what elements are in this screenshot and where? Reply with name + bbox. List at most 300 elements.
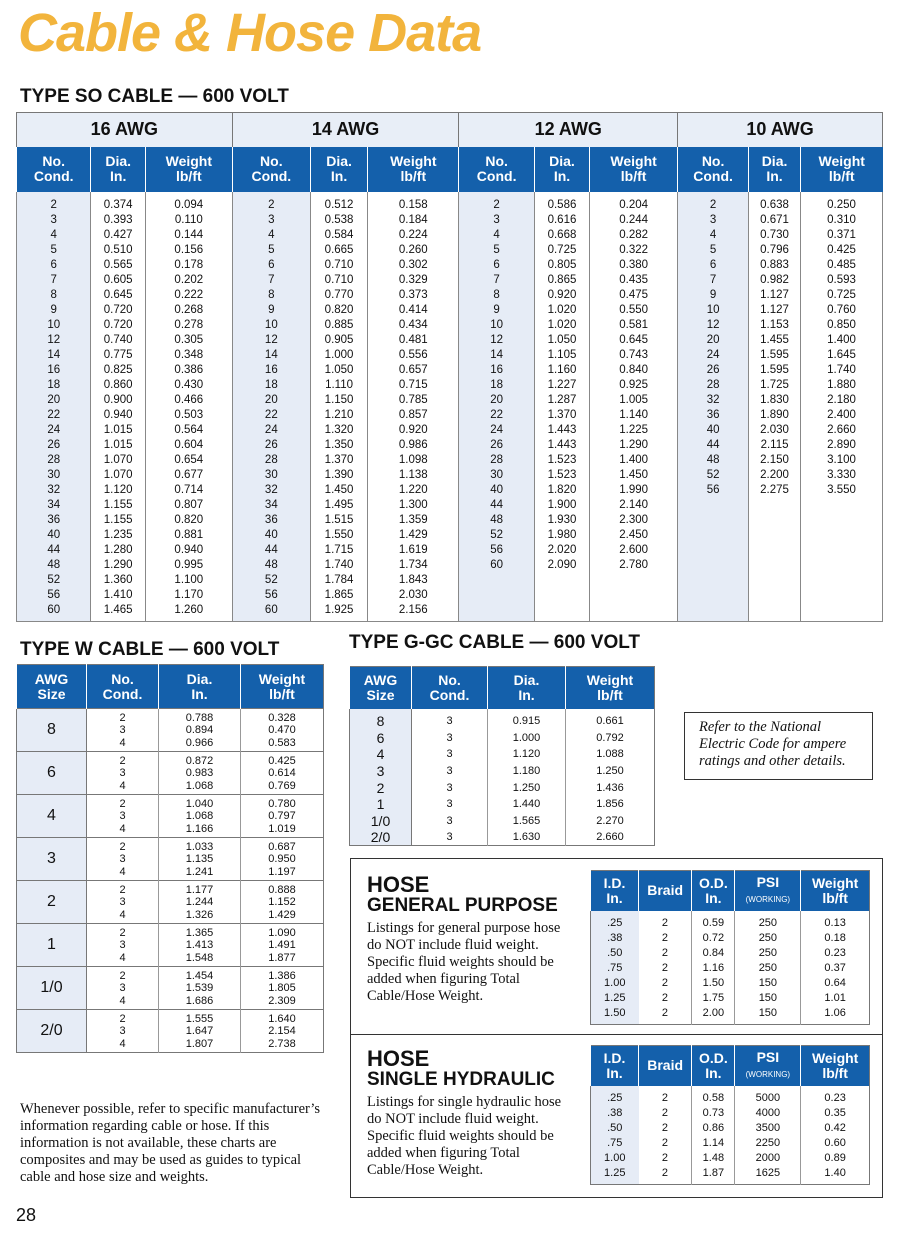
dia-cell: 0.393: [91, 213, 146, 228]
weight-cell: 1.260: [145, 603, 232, 622]
weight-cell: 1.429: [368, 528, 459, 543]
dia-cell: 0.860: [91, 378, 146, 393]
awg-size-cell: 3: [350, 763, 412, 780]
weight-cell: 0.657: [368, 363, 459, 378]
cond-cell: 28: [232, 453, 310, 468]
dia-cell: 1.495: [310, 498, 367, 513]
dia-cell: 0.427: [91, 228, 146, 243]
dia-cell: 0.725: [534, 243, 589, 258]
dia-cell: 1.150: [310, 393, 367, 408]
dia-cell: 1.210: [310, 408, 367, 423]
weight-cell: 0.593: [801, 273, 883, 288]
braid-cell: 2: [661, 1136, 668, 1149]
cond-cell: 3: [446, 798, 453, 811]
dia-cell: 1.180: [488, 763, 566, 780]
col-cond-header: No. Cond.: [459, 147, 534, 192]
weight-header: Weight lb/ft: [801, 871, 870, 911]
psi-cell: 1625: [735, 1166, 801, 1185]
cond-cell: 44: [459, 498, 534, 513]
od-cell: 1.87: [692, 1166, 735, 1185]
dia-cell: 2.275: [749, 483, 801, 498]
dia-cell: 0.885: [310, 318, 367, 333]
dia-cell: 0.538: [310, 213, 367, 228]
cond-cell: 5: [459, 243, 534, 258]
weight-cell: 0.373: [368, 288, 459, 303]
dia-cell: 1.900: [534, 498, 589, 513]
cond-cell: [678, 558, 749, 573]
psi-cell: 250: [735, 911, 801, 931]
od-cell: 0.59: [692, 911, 735, 931]
cond-cell: 12: [17, 333, 91, 348]
weight-cell: 0.278: [145, 318, 232, 333]
dia-cell: 1.523: [534, 468, 589, 483]
dia-cell: 0.775: [91, 348, 146, 363]
weight-cell: 1.436: [566, 779, 655, 796]
weight-cell: 0.425 0.614 0.769: [241, 752, 324, 795]
cond-cell: 44: [17, 543, 91, 558]
cond-cell: 48: [678, 453, 749, 468]
dia-cell: 1.153: [749, 318, 801, 333]
weight-cell: 3.100: [801, 453, 883, 468]
cond-cell: 8: [459, 288, 534, 303]
weight-cell: 0.857: [368, 408, 459, 423]
weight-cell: 0.222: [145, 288, 232, 303]
cond-cell: 56: [17, 588, 91, 603]
dia-cell: 1.450: [310, 483, 367, 498]
table-row: [591, 1136, 870, 1151]
dia-cell: 1.070: [91, 468, 146, 483]
hose-gp-title: HOSE: [367, 872, 430, 897]
cond-cell: 3: [459, 213, 534, 228]
awg-size-cell: 2/0: [350, 829, 412, 846]
weight-cell: 0.158: [368, 192, 459, 213]
weight-cell: 1.619: [368, 543, 459, 558]
dia-cell: 1.155: [91, 498, 146, 513]
awg-size-cell: 4: [350, 746, 412, 763]
weight-cell: [801, 513, 883, 528]
dia-cell: 1.370: [534, 408, 589, 423]
cond-cell: 10: [459, 318, 534, 333]
cond-cell: 30: [17, 468, 91, 483]
weight-cell: 0.564: [145, 423, 232, 438]
cond-cell: [678, 603, 749, 622]
table-row: [17, 243, 883, 258]
awg-size-cell: 1/0: [17, 967, 87, 1010]
dia-cell: 0.665: [310, 243, 367, 258]
hose-gp-description: Listings for general purpose hose do NOT include fluid weight. Specific fluid weights should be added when figuring Total Cable/Hose Weight.: [367, 920, 561, 1004]
cond-cell: 30: [459, 468, 534, 483]
dia-cell: 1.595: [749, 363, 801, 378]
dia-cell: 0.940: [91, 408, 146, 423]
braid-cell: 2: [661, 1151, 668, 1164]
braid-cell: 2: [661, 976, 668, 989]
dia-cell: 1.120: [488, 746, 566, 763]
weight-cell: 0.792: [566, 730, 655, 747]
dia-cell: 0.374: [91, 192, 146, 213]
cond-cell: 6: [232, 258, 310, 273]
weight-cell: 1.088: [566, 746, 655, 763]
table-row: [591, 961, 870, 976]
dia-cell: 0.510: [91, 243, 146, 258]
braid-header: Braid: [639, 1046, 692, 1086]
weight-cell: 1.138: [368, 468, 459, 483]
hose-gp-heading: [367, 874, 558, 916]
id-cell: .25: [591, 1086, 639, 1106]
cond-cell: 28: [678, 378, 749, 393]
psi-cell: 150: [735, 976, 801, 991]
cond-cell: 9: [459, 303, 534, 318]
weight-cell: 1.140: [590, 408, 678, 423]
weight-cell: 1.06: [801, 1006, 870, 1025]
dia-cell: 1.410: [91, 588, 146, 603]
hose-gp-table: [590, 870, 870, 1025]
dia-cell: 0.730: [749, 228, 801, 243]
dia-cell: [534, 603, 589, 622]
table-row: [350, 730, 655, 747]
col-dia-header: Dia. In.: [534, 147, 589, 192]
dia-cell: 0.584: [310, 228, 367, 243]
weight-cell: 0.305: [145, 333, 232, 348]
dia-cell: [749, 498, 801, 513]
id-cell: 1.25: [591, 1166, 639, 1185]
od-cell: 0.58: [692, 1086, 735, 1106]
weight-cell: 1.359: [368, 513, 459, 528]
table-row: [17, 924, 324, 967]
psi-header: PSI (WORKING): [735, 1046, 801, 1086]
psi-cell: 250: [735, 931, 801, 946]
cond-cell: 3: [446, 731, 453, 744]
hose-sh-title: HOSE: [367, 1046, 430, 1071]
weight-cell: 0.645: [590, 333, 678, 348]
cond-cell: 26: [678, 363, 749, 378]
cond-cell: 5: [17, 243, 91, 258]
table-row: [17, 258, 883, 273]
braid-cell: 2: [661, 1091, 668, 1104]
table-row: [17, 213, 883, 228]
cond-cell: 18: [459, 378, 534, 393]
page-title: Cable & Hose Data: [18, 3, 482, 63]
page-number: 28: [16, 1205, 37, 1225]
weight-cell: 0.386: [145, 363, 232, 378]
cond-cell: 5: [678, 243, 749, 258]
cond-cell: 20: [459, 393, 534, 408]
cond-cell: 22: [17, 408, 91, 423]
cond-cell: 3: [232, 213, 310, 228]
psi-working-label: (WORKING): [745, 1069, 791, 1079]
od-cell: 1.75: [692, 991, 735, 1006]
cond-cell: 32: [678, 393, 749, 408]
weight-cell: 0.328 0.470 0.583: [241, 709, 324, 752]
weight-cell: 1.01: [801, 991, 870, 1006]
weight-cell: 0.714: [145, 483, 232, 498]
table-row: [17, 528, 883, 543]
dia-cell: 1.020: [534, 318, 589, 333]
cond-cell: 36: [232, 513, 310, 528]
weight-cell: 0.435: [590, 273, 678, 288]
dia-cell: 1.350: [310, 438, 367, 453]
table-row: [17, 408, 883, 423]
weight-cell: 1.300: [368, 498, 459, 513]
dia-cell: 1.127: [749, 288, 801, 303]
cond-cell: 16: [17, 363, 91, 378]
cond-cell: 12: [678, 318, 749, 333]
cond-cell: 22: [232, 408, 310, 423]
weight-cell: 0.475: [590, 288, 678, 303]
od-cell: 2.00: [692, 1006, 735, 1025]
cond-cell: 3: [446, 715, 453, 727]
cond-cell: 14: [232, 348, 310, 363]
weight-cell: 1.386 1.805 2.309: [241, 967, 324, 1010]
weight-cell: 0.466: [145, 393, 232, 408]
cond-cell: 16: [232, 363, 310, 378]
table-row: [17, 363, 883, 378]
weight-cell: 0.204: [590, 192, 678, 213]
weight-cell: 1.40: [801, 1166, 870, 1185]
dia-cell: [749, 558, 801, 573]
weight-cell: [801, 528, 883, 543]
od-header: O.D. In.: [692, 871, 735, 911]
weight-cell: 0.661: [566, 709, 655, 730]
weight-cell: 1.290: [590, 438, 678, 453]
dia-cell: 0.820: [310, 303, 367, 318]
dia-cell: 1.070: [91, 453, 146, 468]
weight-cell: 1.734: [368, 558, 459, 573]
weight-cell: 0.430: [145, 378, 232, 393]
table-row: [17, 513, 883, 528]
weight-cell: [590, 573, 678, 588]
weight-cell: 0.144: [145, 228, 232, 243]
table-row: [17, 468, 883, 483]
cond-cell: 2 3 4: [87, 967, 159, 1010]
cond-cell: 40: [17, 528, 91, 543]
cond-cell: 36: [678, 408, 749, 423]
braid-cell: 2: [661, 961, 668, 974]
cond-cell: 3: [678, 213, 749, 228]
weight-cell: 2.030: [368, 588, 459, 603]
cond-cell: 24: [17, 423, 91, 438]
awg-size-cell: 1: [17, 924, 87, 967]
dia-cell: [534, 573, 589, 588]
hose-sh-table: [590, 1045, 870, 1185]
w-cable-title: TYPE W CABLE — 600 VOLT: [20, 639, 280, 660]
psi-cell: 2250: [735, 1136, 801, 1151]
od-cell: 0.86: [692, 1121, 735, 1136]
weight-cell: 0.178: [145, 258, 232, 273]
table-row: [17, 393, 883, 408]
cond-cell: 6: [678, 258, 749, 273]
table-row: [350, 812, 655, 829]
dia-cell: [749, 603, 801, 622]
dia-cell: 1.523: [534, 453, 589, 468]
table-row: [17, 1010, 324, 1053]
braid-cell: 2: [661, 931, 668, 944]
od-cell: 1.50: [692, 976, 735, 991]
dia-cell: 0.796: [749, 243, 801, 258]
dia-cell: [749, 588, 801, 603]
dia-cell: 1.740: [310, 558, 367, 573]
weight-cell: 0.348: [145, 348, 232, 363]
dia-cell: 1.784: [310, 573, 367, 588]
cond-cell: 2 3 4: [87, 881, 159, 924]
weight-cell: 0.260: [368, 243, 459, 258]
weight-cell: 0.89: [801, 1151, 870, 1166]
table-row: [17, 438, 883, 453]
dia-cell: 0.920: [534, 288, 589, 303]
weight-cell: 2.600: [590, 543, 678, 558]
weight-cell: 2.270: [566, 812, 655, 829]
awg-size-header: AWG Size: [350, 667, 412, 709]
weight-cell: 0.18: [801, 931, 870, 946]
dia-cell: 0.982: [749, 273, 801, 288]
cond-cell: 28: [17, 453, 91, 468]
dia-cell: 1.000: [488, 730, 566, 747]
weight-cell: 0.224: [368, 228, 459, 243]
dia-cell: 1.280: [91, 543, 146, 558]
cond-cell: 4: [459, 228, 534, 243]
weight-cell: 2.400: [801, 408, 883, 423]
nec-note: Refer to the National Electric Code for ampere ratings and other details.: [684, 712, 873, 780]
dia-cell: 1.105: [534, 348, 589, 363]
cond-cell: 40: [459, 483, 534, 498]
cond-cell: 2 3 4: [87, 709, 159, 752]
dia-cell: 0.865: [534, 273, 589, 288]
dia-cell: 0.586: [534, 192, 589, 213]
cond-cell: 2: [17, 192, 91, 213]
dia-cell: 1.177 1.244 1.326: [159, 881, 241, 924]
table-row: [591, 911, 870, 931]
weight-cell: 1.225: [590, 423, 678, 438]
awg-size-cell: 6: [350, 730, 412, 747]
dia-cell: 1.040 1.068 1.166: [159, 795, 241, 838]
dia-cell: 1.515: [310, 513, 367, 528]
dia-cell: 1.290: [91, 558, 146, 573]
cond-cell: 9: [17, 303, 91, 318]
weight-cell: 0.654: [145, 453, 232, 468]
table-row: [17, 228, 883, 243]
table-row: [17, 709, 324, 752]
table-row: [591, 1086, 870, 1106]
cond-cell: 7: [459, 273, 534, 288]
weight-cell: 0.110: [145, 213, 232, 228]
dia-cell: 0.720: [91, 318, 146, 333]
table-row: [17, 558, 883, 573]
col-cond-header: No. Cond.: [17, 147, 91, 192]
dia-cell: 2.115: [749, 438, 801, 453]
awg-size-cell: 2: [350, 779, 412, 796]
od-cell: 0.73: [692, 1106, 735, 1121]
col-weight-header: Weight lb/ft: [145, 147, 232, 192]
weight-cell: 0.250: [801, 192, 883, 213]
table-row: [17, 318, 883, 333]
hose-sh-heading: [367, 1048, 555, 1090]
dia-cell: 0.616: [534, 213, 589, 228]
dia-cell: 1.925: [310, 603, 367, 622]
dia-cell: 1.000: [310, 348, 367, 363]
id-cell: 1.25: [591, 991, 639, 1006]
cond-cell: 7: [232, 273, 310, 288]
cond-cell: 52: [232, 573, 310, 588]
dia-cell: 1.390: [310, 468, 367, 483]
cond-cell: 10: [678, 303, 749, 318]
awg-header: 12 AWG: [459, 113, 678, 147]
dia-cell: 1.443: [534, 438, 589, 453]
weight-cell: 0.725: [801, 288, 883, 303]
table-row: [591, 991, 870, 1006]
od-cell: 0.84: [692, 946, 735, 961]
table-row: [17, 795, 324, 838]
od-header: O.D. In.: [692, 1046, 735, 1086]
cond-cell: 56: [678, 483, 749, 498]
table-row: [591, 1006, 870, 1025]
table-row: [17, 573, 883, 588]
weight-cell: 0.310: [801, 213, 883, 228]
cond-cell: 2 3 4: [87, 838, 159, 881]
dia-cell: 1.565: [488, 812, 566, 829]
dia-cell: 1.890: [749, 408, 801, 423]
weight-cell: 0.425: [801, 243, 883, 258]
table-row: [17, 273, 883, 288]
ggc-cable-table: [349, 666, 655, 846]
id-header: I.D. In.: [591, 871, 639, 911]
cond-cell: 34: [232, 498, 310, 513]
cond-cell: 5: [232, 243, 310, 258]
id-cell: 1.00: [591, 1151, 639, 1166]
dia-cell: [749, 543, 801, 558]
weight-cell: 0.481: [368, 333, 459, 348]
table-row: [17, 588, 883, 603]
weight-cell: 0.184: [368, 213, 459, 228]
col-cond-header: No. Cond.: [678, 147, 749, 192]
weight-cell: 0.995: [145, 558, 232, 573]
table-row: [17, 378, 883, 393]
awg-header: 16 AWG: [17, 113, 233, 147]
cond-cell: 60: [459, 558, 534, 573]
weight-cell: 1.450: [590, 468, 678, 483]
cond-cell: 56: [459, 543, 534, 558]
dia-cell: 1.440: [488, 796, 566, 813]
cond-cell: 14: [17, 348, 91, 363]
dia-cell: 0.565: [91, 258, 146, 273]
weight-cell: 0.380: [590, 258, 678, 273]
hose-gp-subtitle: GENERAL PURPOSE: [367, 895, 558, 916]
cond-cell: 14: [459, 348, 534, 363]
id-cell: 1.00: [591, 976, 639, 991]
cond-cell: 12: [459, 333, 534, 348]
cond-cell: [678, 513, 749, 528]
dia-cell: 1.455: [749, 333, 801, 348]
ggc-cable-title: TYPE G-GC CABLE — 600 VOLT: [349, 632, 641, 653]
cond-cell: 2 3 4: [87, 795, 159, 838]
cond-cell: 12: [232, 333, 310, 348]
weight-cell: [801, 558, 883, 573]
dia-cell: 0.770: [310, 288, 367, 303]
cond-cell: 52: [678, 468, 749, 483]
w-cable-table: [16, 664, 324, 1053]
dia-cell: 0.645: [91, 288, 146, 303]
dia-header: Dia. In.: [159, 665, 241, 709]
cond-cell: 7: [17, 273, 91, 288]
id-cell: 1.50: [591, 1006, 639, 1025]
awg-size-header: AWG Size: [17, 665, 87, 709]
col-weight-header: Weight lb/ft: [368, 147, 459, 192]
dia-cell: 0.512: [310, 192, 367, 213]
cond-cell: 3: [446, 748, 453, 761]
table-row: [17, 752, 324, 795]
weight-cell: 2.660: [566, 829, 655, 846]
table-row: [591, 946, 870, 961]
so-cable-table: [16, 112, 883, 622]
col-weight-header: Weight lb/ft: [590, 147, 678, 192]
